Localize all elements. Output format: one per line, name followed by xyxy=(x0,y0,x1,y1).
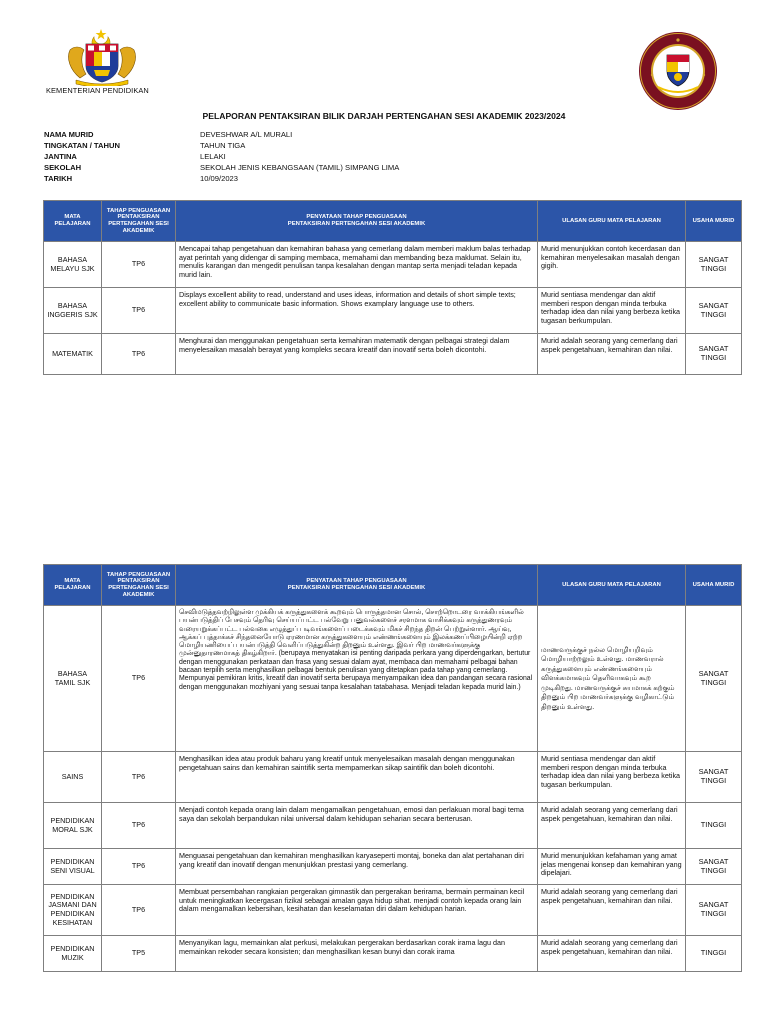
assessment-table-2 xyxy=(43,564,742,972)
effort-cell: TINGGI xyxy=(686,936,742,972)
student-name: DEVESHWAR A/L MURALI xyxy=(200,130,293,139)
effort-cell: SANGAT TINGGI xyxy=(686,334,742,375)
subject-cell: PENDIDIKAN JASMANI DAN PENDIDIKAN KESIHATAN xyxy=(44,885,102,936)
subject-cell: BAHASA MELAYU SJK xyxy=(44,242,102,288)
info-label-year: TINGKATAN / TAHUN xyxy=(44,141,120,150)
statement-cell: Menguasai pengetahuan dan kemahiran menghasilkan karyaseperti montaj, boneka dan alat pertahanan diri yang kreatif dan inovatif dengan menunjukkan prestasi yang cemerlang. xyxy=(176,849,538,885)
header-effort: USAHA MURID xyxy=(686,201,742,242)
student-year: TAHUN TIGA xyxy=(200,141,246,150)
comment-cell: Murid menunjukkan contoh kecerdasan dan kemahiran menyelesaikan masalah dengan gigih. xyxy=(538,242,686,288)
malaysia-coat-of-arms-icon xyxy=(64,28,140,86)
statement-cell: Mencapai tahap pengetahuan dan kemahiran bahasa yang cemerlang dalam memberi maklum balas terhadap ayat perintah yang didengar di samping membaca, memahami dan membanding beza maklumat. Selain itu, menulis karangan dan mengedit penulisan tanpa kesalahan dengan mantap serta menjadi teladan kepada murid lain. xyxy=(176,242,538,288)
table-header-row xyxy=(44,565,742,606)
table-row xyxy=(44,334,742,375)
student-school: SEKOLAH JENIS KEBANGSAAN (TAMIL) SIMPANG LIMA xyxy=(200,163,400,172)
header-subject: MATA PELAJARAN xyxy=(44,565,102,606)
comment-cell: மாணவருக்குச் நல்ல மொழியறிவும் மொழியாற்றலும் உள்ளது. மாணவரால் கருத்துகளையும் எண்ணங்களையும் விளக்கமாகவும் தெளிவாகவும் கூற முடிகிறது. மாணவருக்குச் சுயமாகக் கற்கும் திறனும் பிற மாணவர்களுக்கு வழிகாட்டும் திறனும் உள்ளது. xyxy=(538,606,686,752)
subject-cell: PENDIDIKAN MUZIK xyxy=(44,936,102,972)
effort-cell: TINGGI xyxy=(686,803,742,849)
comment-cell: Murid sentiasa mendengar dan aktif memberi respon dengan minda terbuka terhadap idea dan nilai yang berbeza ketika tugasan berkumpulan. xyxy=(538,288,686,334)
student-info xyxy=(44,130,620,184)
effort-cell: SANGAT TINGGI xyxy=(686,242,742,288)
effort-cell: SANGAT TINGGI xyxy=(686,752,742,803)
table-row xyxy=(44,752,742,803)
comment-cell: Murid adalah seorang yang cemerlang dari aspek pengetahuan, kemahiran dan nilai. xyxy=(538,803,686,849)
header-statement: PENYATAAN TAHAP PENGUASAAN PENTAKSIRAN PERTENGAHAN SESI AKADEMIK xyxy=(176,201,538,242)
statement-cell: செவிமடுத்தவற்றிலுள்ள முக்கியக் கருத்துகளைக் கூறவும் பொருத்தமான சொல், சொற்றொடரை வாக்கியங்களில் பயன்படுத்திப் பேசவும் தெரிவு செய்யப்பட்ட பல்வேறு பனுவல்களைச் சரளமாக வாசிக்கவும் கருத்துணரவும் வரையறுக்கப்பட்ட பல்வகை எழுத்துப் படிவங்களைப் படைக்கவும் மிகச் சிறந்த திறன் பெற்றுள்ளார். ஆய்வு, ஆக்கப் புத்தாக்கச் சிந்தனையோடு ஏரணமான கருத்துகளையும் எண்ணங்களையும் இலக்கணப்பிழையின்றி ஏற்ற மொழியணியைப் பயன்படுத்தி வெளிப்படுத்துகின்ற திறனும் உள்ளது. இவர் பிற மாணவர்களுக்கு முன்னுதாரணமாகத் திகழ்கிறார். (berupaya menyatakan isi penting daripada perkara yang diperdengarkan, bertutur dengan menggunakan perkataan dan frasa yang sesuai dalam ayat, membaca dan memahami pelbagai bahan bacaan terpilih serta menghasilkan pelbagai bentuk penulisan yang ditetapkan pada tahap yang cemerlang. Mempunyai pemikiran kritis, kreatif dan inovatif serta berupaya menyampaikan idea dan pandangan secara rasional dengan menggunakan mozhiyani yang sesuai tanpa kesalahan tatabahasa. Menjadi teladan kepada murid lain.) xyxy=(176,606,538,752)
header-level: TAHAP PENGUASAAN PENTAKSIRAN PERTENGAHAN SESI AKADEMIK xyxy=(102,565,176,606)
level-cell: TP6 xyxy=(102,606,176,752)
table-row xyxy=(44,242,742,288)
subject-cell: PENDIDIKAN MORAL SJK xyxy=(44,803,102,849)
table-row xyxy=(44,288,742,334)
info-label-date: TARIKH xyxy=(44,174,73,183)
comment-cell: Murid adalah seorang yang cemerlang dari aspek pengetahuan, kemahiran dan nilai. xyxy=(538,936,686,972)
assessment-table-1 xyxy=(43,200,742,375)
statement-cell: Menjadi contoh kepada orang lain dalam mengamalkan pengetahuan, emosi dan perlakuan moral bagi tema saya dan sekolah berpandukan nilai universal dalam kehidupan seharian secara berterusan. xyxy=(176,803,538,849)
effort-cell: SANGAT TINGGI xyxy=(686,288,742,334)
table-row xyxy=(44,936,742,972)
header-subject: MATA PELAJARAN xyxy=(44,201,102,242)
info-label-gender: JANTINA xyxy=(44,152,77,161)
header-comment: ULASAN GURU MATA PELAJARAN xyxy=(538,565,686,606)
level-cell: TP5 xyxy=(102,936,176,972)
level-cell: TP6 xyxy=(102,803,176,849)
table-row xyxy=(44,885,742,936)
level-cell: TP6 xyxy=(102,849,176,885)
table-header-row xyxy=(44,201,742,242)
level-cell: TP6 xyxy=(102,334,176,375)
effort-cell: SANGAT TINGGI xyxy=(686,606,742,752)
statement-cell: Membuat persembahan rangkaian pergerakan gimnastik dan pergerakan berirama, bermain permainan kecil untuk meningkatkan kecergasan fizikal sebagai amalan gaya hidup sihat. menjadi contoh kepada orang lain dalam mengamalkan kebersihan, kesihatan dan keselamatan diri dalam kehidupan harian. xyxy=(176,885,538,936)
effort-cell: SANGAT TINGGI xyxy=(686,849,742,885)
ministry-label: KEMENTERIAN PENDIDIKAN xyxy=(46,86,149,95)
header-statement: PENYATAAN TAHAP PENGUASAAN PENTAKSIRAN PERTENGAHAN SESI AKADEMIK xyxy=(176,565,538,606)
statement-cell: Menghasilkan idea atau produk baharu yang kreatif untuk menyelesaikan masalah dengan menggunakan pengetahuan sains dan kemahiran saintifik serta mempamerkan sikap saintifik dan boleh dicontohi. xyxy=(176,752,538,803)
info-label-name: NAMA MURID xyxy=(44,130,94,139)
subject-cell: BAHASA TAMIL SJK xyxy=(44,606,102,752)
subject-cell: PENDIDIKAN SENI VISUAL xyxy=(44,849,102,885)
table-row xyxy=(44,849,742,885)
comment-cell: Murid menunjukkan kefahaman yang amat jelas mengenai konsep dan kemahiran yang dipelajari. xyxy=(538,849,686,885)
level-cell: TP6 xyxy=(102,752,176,803)
level-cell: TP6 xyxy=(102,288,176,334)
student-gender: LELAKI xyxy=(200,152,226,161)
report-date: 10/09/2023 xyxy=(200,174,239,183)
report-title: PELAPORAN PENTAKSIRAN BILIK DARJAH PERTENGAHAN SESI AKADEMIK 2023/2024 xyxy=(202,111,566,121)
school-crest-icon xyxy=(638,31,718,111)
table-row xyxy=(44,803,742,849)
level-cell: TP6 xyxy=(102,885,176,936)
header-effort: USAHA MURID xyxy=(686,565,742,606)
level-cell: TP6 xyxy=(102,242,176,288)
statement-cell: Menghurai dan menggunakan pengetahuan serta kemahiran matematik dengan pelbagai strategi dalam menyelesaikan masalah berayat yang kompleks secara kreatif dan inovatif serta boleh dicontohi. xyxy=(176,334,538,375)
comment-cell: Murid sentiasa mendengar dan aktif memberi respon dengan minda terbuka terhadap idea dan nilai yang berbeza ketika tugasan berkumpulan. xyxy=(538,752,686,803)
header-comment: ULASAN GURU MATA PELAJARAN xyxy=(538,201,686,242)
statement-cell: Displays excellent ability to read, understand and uses ideas, information and details of short simple texts; excellent ability to communicate basic information. Shows examplary language use to others. xyxy=(176,288,538,334)
subject-cell: MATEMATIK xyxy=(44,334,102,375)
table-row xyxy=(44,606,742,752)
statement-cell: Menyanyikan lagu, memainkan alat perkusi, melakukan pergerakan berdasarkan corak irama lagu dan memainkan rekoder secara konsisten; dan menghasilkan kesan bunyi dan corak irama xyxy=(176,936,538,972)
header-level: TAHAP PENGUASAAN PENTAKSIRAN PERTENGAHAN SESI AKADEMIK xyxy=(102,201,176,242)
subject-cell: BAHASA INGGERIS SJK xyxy=(44,288,102,334)
subject-cell: SAINS xyxy=(44,752,102,803)
info-label-school: SEKOLAH xyxy=(44,163,82,172)
comment-cell: Murid adalah seorang yang cemerlang dari aspek pengetahuan, kemahiran dan nilai. xyxy=(538,334,686,375)
comment-cell: Murid adalah seorang yang cemerlang dari aspek pengetahuan, kemahiran dan nilai. xyxy=(538,885,686,936)
effort-cell: SANGAT TINGGI xyxy=(686,885,742,936)
